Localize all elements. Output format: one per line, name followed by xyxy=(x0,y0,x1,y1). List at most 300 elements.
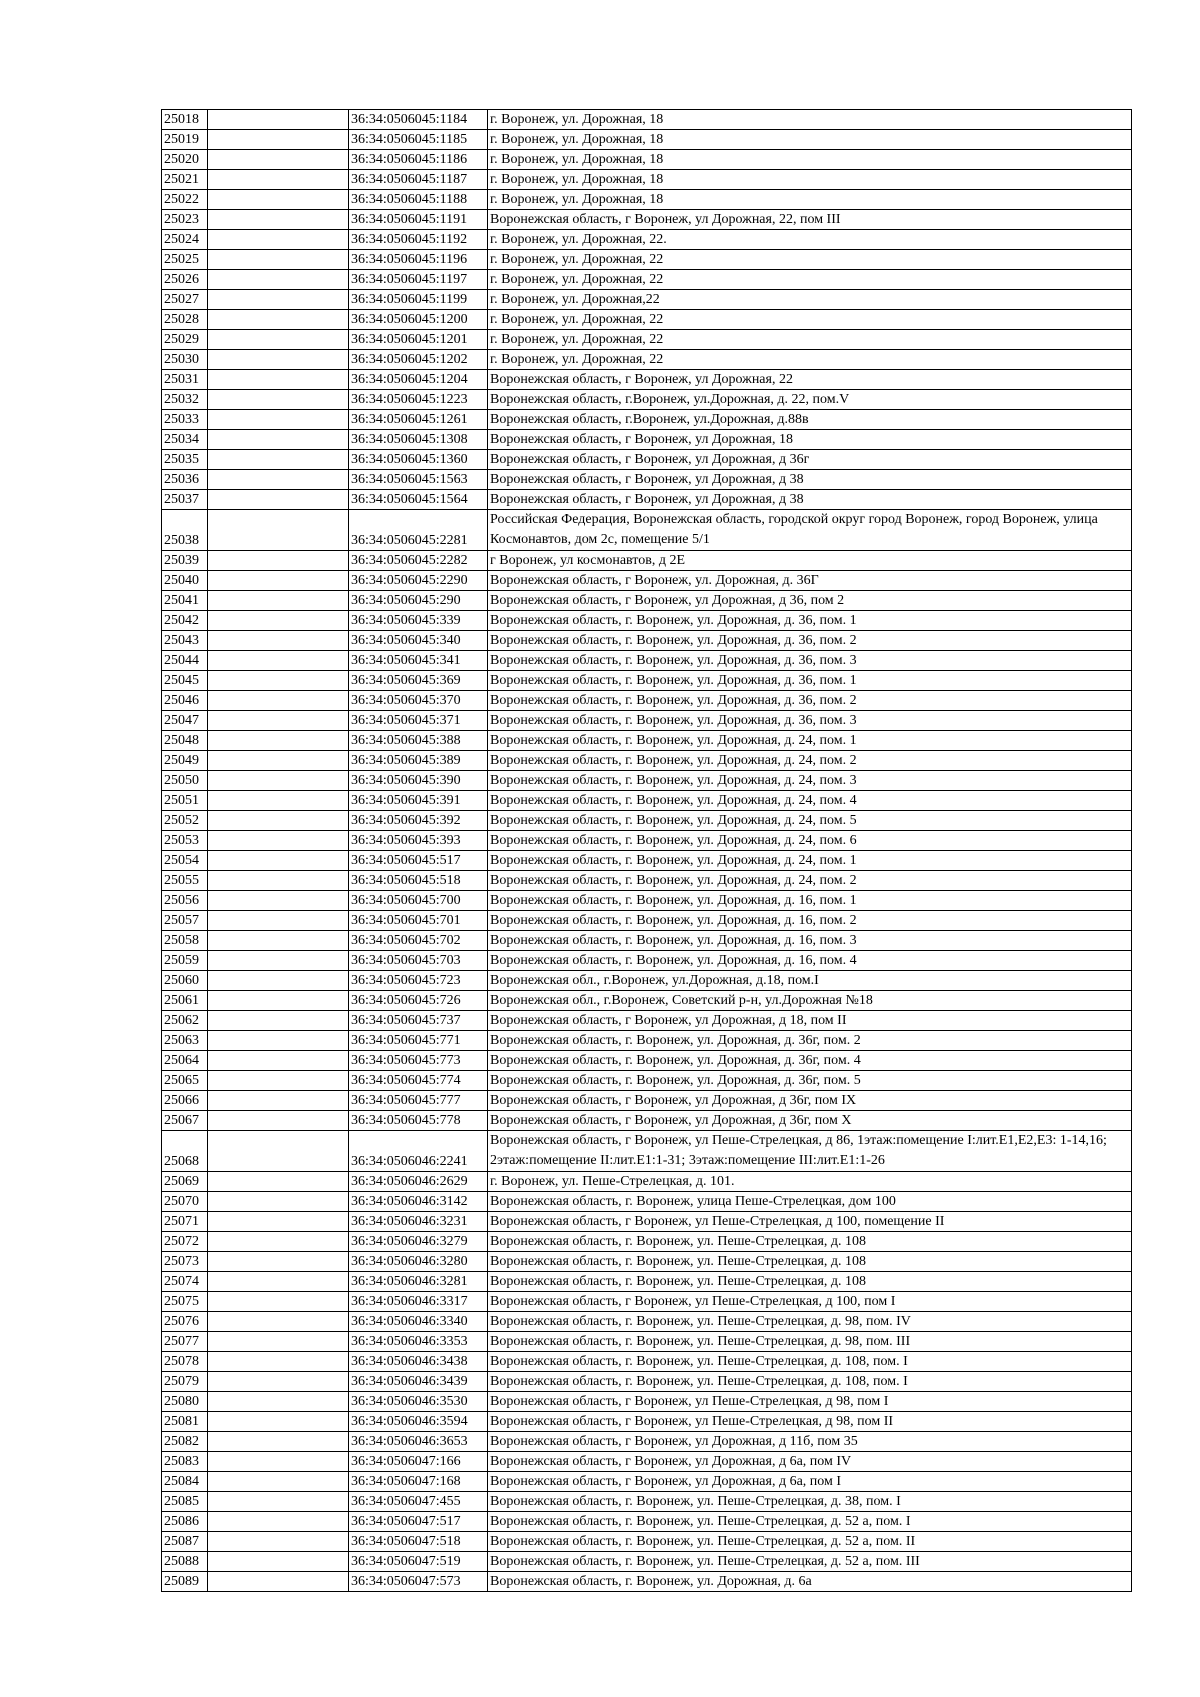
empty-cell xyxy=(208,270,349,290)
row-number-cell: 25071 xyxy=(162,1212,208,1232)
row-number-cell: 25022 xyxy=(162,190,208,210)
cadastral-register-table xyxy=(161,109,1132,1592)
empty-cell xyxy=(208,611,349,631)
address-cell: Воронежская область, г. Воронеж, ул. Дорожная, д. 16, пом. 1 xyxy=(488,891,1132,911)
table-row xyxy=(162,951,1132,971)
table-row xyxy=(162,130,1132,150)
address-cell: Воронежская область, г. Воронеж, ул. Пеше-Стрелецкая, д. 52 а, пом. II xyxy=(488,1532,1132,1552)
empty-cell xyxy=(208,831,349,851)
empty-cell xyxy=(208,1532,349,1552)
cadastral-number-cell: 36:34:0506045:371 xyxy=(349,711,488,731)
address-cell: Воронежская область, г. Воронеж, ул. Дорожная, д. 24, пом. 2 xyxy=(488,871,1132,891)
cadastral-number-cell: 36:34:0506045:517 xyxy=(349,851,488,871)
row-number-cell: 25065 xyxy=(162,1071,208,1091)
empty-cell xyxy=(208,310,349,330)
empty-cell xyxy=(208,190,349,210)
cadastral-number-cell: 36:34:0506045:1192 xyxy=(349,230,488,250)
cadastral-number-cell: 36:34:0506045:1197 xyxy=(349,270,488,290)
table-row xyxy=(162,110,1132,130)
empty-cell xyxy=(208,1572,349,1592)
empty-cell xyxy=(208,250,349,270)
cadastral-number-cell: 36:34:0506045:1191 xyxy=(349,210,488,230)
cadastral-number-cell: 36:34:0506045:390 xyxy=(349,771,488,791)
empty-cell xyxy=(208,290,349,310)
address-cell: Воронежская область, г. Воронеж, ул. Дорожная, д. 36, пом. 1 xyxy=(488,611,1132,631)
empty-cell xyxy=(208,1172,349,1192)
empty-cell xyxy=(208,170,349,190)
row-number-cell: 25086 xyxy=(162,1512,208,1532)
cadastral-number-cell: 36:34:0506045:1360 xyxy=(349,450,488,470)
address-cell: Воронежская область, г Воронеж, ул Дорожная, д 6а, пом I xyxy=(488,1472,1132,1492)
empty-cell xyxy=(208,350,349,370)
row-number-cell: 25088 xyxy=(162,1552,208,1572)
address-cell: Воронежская область, г Воронеж, ул Пеше-Стрелецкая, д 98, пом II xyxy=(488,1412,1132,1432)
address-cell: Воронежская область, г. Воронеж, ул. Дорожная, д. 16, пом. 3 xyxy=(488,931,1132,951)
address-cell: Воронежская область, г. Воронеж, ул. Пеше-Стрелецкая, д. 108, пом. I xyxy=(488,1372,1132,1392)
empty-cell xyxy=(208,571,349,591)
address-cell: Воронежская область, г. Воронеж, ул. Дорожная, д. 36г, пом. 4 xyxy=(488,1051,1132,1071)
cadastral-number-cell: 36:34:0506045:1196 xyxy=(349,250,488,270)
row-number-cell: 25037 xyxy=(162,490,208,510)
empty-cell xyxy=(208,1292,349,1312)
address-cell: Воронежская область, г Воронеж, ул Дорожная, д 36, пом 2 xyxy=(488,591,1132,611)
row-number-cell: 25062 xyxy=(162,1011,208,1031)
cadastral-number-cell: 36:34:0506047:517 xyxy=(349,1512,488,1532)
address-cell: г. Воронеж, ул. Дорожная, 18 xyxy=(488,110,1132,130)
empty-cell xyxy=(208,1352,349,1372)
cadastral-number-cell: 36:34:0506046:3439 xyxy=(349,1372,488,1392)
cadastral-number-cell: 36:34:0506046:3653 xyxy=(349,1432,488,1452)
table-row xyxy=(162,1492,1132,1512)
row-number-cell: 25084 xyxy=(162,1472,208,1492)
table-row xyxy=(162,1192,1132,1212)
table-row xyxy=(162,150,1132,170)
address-cell: Воронежская область, г. Воронеж, ул. Пеше-Стрелецкая, д. 108 xyxy=(488,1272,1132,1292)
row-number-cell: 25025 xyxy=(162,250,208,270)
table-row xyxy=(162,1312,1132,1332)
empty-cell xyxy=(208,1212,349,1232)
empty-cell xyxy=(208,390,349,410)
empty-cell xyxy=(208,1111,349,1131)
empty-cell xyxy=(208,1011,349,1031)
cadastral-number-cell: 36:34:0506045:1223 xyxy=(349,390,488,410)
address-cell: г. Воронеж, ул. Дорожная, 18 xyxy=(488,170,1132,190)
row-number-cell: 25051 xyxy=(162,791,208,811)
address-cell: Воронежская область, г Воронеж, ул Дорожная, 18 xyxy=(488,430,1132,450)
empty-cell xyxy=(208,1192,349,1212)
address-cell: Воронежская область, г. Воронеж, ул. Дорожная, д. 16, пом. 2 xyxy=(488,911,1132,931)
address-cell: Воронежская область, г Воронеж, ул. Дорожная, д. 36Г xyxy=(488,571,1132,591)
address-cell: Воронежская область, г. Воронеж, ул. Пеше-Стрелецкая, д. 98, пом. IV xyxy=(488,1312,1132,1332)
table-row xyxy=(162,551,1132,571)
row-number-cell: 25035 xyxy=(162,450,208,470)
row-number-cell: 25066 xyxy=(162,1091,208,1111)
cadastral-number-cell: 36:34:0506046:3280 xyxy=(349,1252,488,1272)
address-cell: Воронежская область, г. Воронеж, ул. Дорожная, д. 36, пом. 2 xyxy=(488,691,1132,711)
empty-cell xyxy=(208,1091,349,1111)
address-cell: Воронежская область, г. Воронеж, ул. Пеше-Стрелецкая, д. 108 xyxy=(488,1232,1132,1252)
empty-cell xyxy=(208,791,349,811)
address-cell: Воронежская область, г. Воронеж, ул. Пеше-Стрелецкая, д. 52 а, пом. I xyxy=(488,1512,1132,1532)
table-row xyxy=(162,170,1132,190)
cadastral-number-cell: 36:34:0506046:3279 xyxy=(349,1232,488,1252)
row-number-cell: 25054 xyxy=(162,851,208,871)
cadastral-number-cell: 36:34:0506045:1185 xyxy=(349,130,488,150)
table-row xyxy=(162,1352,1132,1372)
table-row xyxy=(162,450,1132,470)
empty-cell xyxy=(208,871,349,891)
table-row xyxy=(162,1472,1132,1492)
cadastral-number-cell: 36:34:0506047:519 xyxy=(349,1552,488,1572)
address-cell: Воронежская область, г. Воронеж, ул. Дорожная, д. 24, пом. 1 xyxy=(488,731,1132,751)
cadastral-number-cell: 36:34:0506045:1202 xyxy=(349,350,488,370)
cadastral-number-cell: 36:34:0506045:518 xyxy=(349,871,488,891)
table-body xyxy=(162,110,1132,1592)
row-number-cell: 25031 xyxy=(162,370,208,390)
empty-cell xyxy=(208,1272,349,1292)
address-cell: г. Воронеж, ул. Дорожная, 22 xyxy=(488,270,1132,290)
cadastral-number-cell: 36:34:0506045:340 xyxy=(349,631,488,651)
table-row xyxy=(162,1432,1132,1452)
table-row xyxy=(162,1051,1132,1071)
cadastral-number-cell: 36:34:0506046:3530 xyxy=(349,1392,488,1412)
address-cell: Воронежская область, г. Воронеж, ул. Дорожная, д. 36г, пом. 5 xyxy=(488,1071,1132,1091)
empty-cell xyxy=(208,1392,349,1412)
address-cell: Воронежская область, г. Воронеж, ул. Дорожная, д. 24, пом. 5 xyxy=(488,811,1132,831)
table-row xyxy=(162,611,1132,631)
cadastral-number-cell: 36:34:0506045:1201 xyxy=(349,330,488,350)
cadastral-number-cell: 36:34:0506045:774 xyxy=(349,1071,488,1091)
row-number-cell: 25075 xyxy=(162,1292,208,1312)
cadastral-number-cell: 36:34:0506045:773 xyxy=(349,1051,488,1071)
table-row xyxy=(162,430,1132,450)
address-cell: Воронежская область, г. Воронеж, улица Пеше-Стрелецкая, дом 100 xyxy=(488,1192,1132,1212)
address-cell: Воронежская область, г Воронеж, ул Пеше-Стрелецкая, д 98, пом I xyxy=(488,1392,1132,1412)
cadastral-number-cell: 36:34:0506045:700 xyxy=(349,891,488,911)
table-row xyxy=(162,1512,1132,1532)
table-row xyxy=(162,891,1132,911)
table-row xyxy=(162,210,1132,230)
row-number-cell: 25055 xyxy=(162,871,208,891)
row-number-cell: 25068 xyxy=(162,1131,208,1172)
cadastral-number-cell: 36:34:0506047:518 xyxy=(349,1532,488,1552)
cadastral-number-cell: 36:34:0506045:341 xyxy=(349,651,488,671)
table-row xyxy=(162,390,1132,410)
empty-cell xyxy=(208,430,349,450)
empty-cell xyxy=(208,651,349,671)
empty-cell xyxy=(208,370,349,390)
cadastral-number-cell: 36:34:0506045:703 xyxy=(349,951,488,971)
row-number-cell: 25023 xyxy=(162,210,208,230)
row-number-cell: 25056 xyxy=(162,891,208,911)
table-row xyxy=(162,290,1132,310)
empty-cell xyxy=(208,631,349,651)
empty-cell xyxy=(208,410,349,430)
empty-cell xyxy=(208,1031,349,1051)
cadastral-number-cell: 36:34:0506045:771 xyxy=(349,1031,488,1051)
row-number-cell: 25069 xyxy=(162,1172,208,1192)
row-number-cell: 25070 xyxy=(162,1192,208,1212)
empty-cell xyxy=(208,931,349,951)
address-cell: Воронежская обл., г.Воронеж, Советский р-н, ул.Дорожная №18 xyxy=(488,991,1132,1011)
cadastral-number-cell: 36:34:0506046:3281 xyxy=(349,1272,488,1292)
cadastral-number-cell: 36:34:0506045:1187 xyxy=(349,170,488,190)
cadastral-number-cell: 36:34:0506047:166 xyxy=(349,1452,488,1472)
empty-cell xyxy=(208,751,349,771)
empty-cell xyxy=(208,1512,349,1532)
table-row xyxy=(162,1172,1132,1192)
table-row xyxy=(162,1572,1132,1592)
row-number-cell: 25038 xyxy=(162,510,208,551)
empty-cell xyxy=(208,851,349,871)
address-cell: Воронежская область, г. Воронеж, ул. Дорожная, д. 24, пом. 1 xyxy=(488,851,1132,871)
address-cell: г. Воронеж, ул. Дорожная, 22 xyxy=(488,330,1132,350)
row-number-cell: 25052 xyxy=(162,811,208,831)
cadastral-number-cell: 36:34:0506047:455 xyxy=(349,1492,488,1512)
row-number-cell: 25073 xyxy=(162,1252,208,1272)
table-row xyxy=(162,230,1132,250)
empty-cell xyxy=(208,1472,349,1492)
address-cell: г Воронеж, ул космонавтов, д 2Е xyxy=(488,551,1132,571)
cadastral-number-cell: 36:34:0506045:723 xyxy=(349,971,488,991)
table-row xyxy=(162,1111,1132,1131)
cadastral-number-cell: 36:34:0506045:1563 xyxy=(349,470,488,490)
empty-cell xyxy=(208,1552,349,1572)
empty-cell xyxy=(208,130,349,150)
address-cell: Воронежская область, г. Воронеж, ул. Дорожная, д. 36, пом. 3 xyxy=(488,651,1132,671)
empty-cell xyxy=(208,811,349,831)
table-row xyxy=(162,370,1132,390)
table-row xyxy=(162,350,1132,370)
address-cell: Российская Федерация, Воронежская область, городской округ город Воронеж, город Воронеж, улица Космонавтов, дом 2с, помещение 5/1 xyxy=(488,510,1132,551)
address-cell: г. Воронеж, ул. Дорожная, 22 xyxy=(488,310,1132,330)
table-row xyxy=(162,310,1132,330)
address-cell: г. Воронеж, ул. Дорожная, 18 xyxy=(488,190,1132,210)
table-row xyxy=(162,510,1132,551)
empty-cell xyxy=(208,470,349,490)
table-row xyxy=(162,931,1132,951)
address-cell: Воронежская область, г Воронеж, ул Дорожная, д 36г, пом X xyxy=(488,1111,1132,1131)
table-row xyxy=(162,1091,1132,1111)
address-cell: Воронежская область, г Воронеж, ул Дорожная, д 38 xyxy=(488,470,1132,490)
table-row xyxy=(162,1252,1132,1272)
table-row xyxy=(162,791,1132,811)
row-number-cell: 25019 xyxy=(162,130,208,150)
address-cell: г. Воронеж, ул. Дорожная, 22 xyxy=(488,250,1132,270)
row-number-cell: 25021 xyxy=(162,170,208,190)
row-number-cell: 25085 xyxy=(162,1492,208,1512)
empty-cell xyxy=(208,210,349,230)
table-row xyxy=(162,811,1132,831)
address-cell: Воронежская область, г. Воронеж, ул. Дорожная, д. 24, пом. 4 xyxy=(488,791,1132,811)
table-row xyxy=(162,991,1132,1011)
empty-cell xyxy=(208,1432,349,1452)
address-cell: Воронежская область, г Воронеж, ул Дорожная, д 36г, пом IX xyxy=(488,1091,1132,1111)
row-number-cell: 25041 xyxy=(162,591,208,611)
cadastral-number-cell: 36:34:0506046:3231 xyxy=(349,1212,488,1232)
empty-cell xyxy=(208,1232,349,1252)
row-number-cell: 25047 xyxy=(162,711,208,731)
table-row xyxy=(162,1232,1132,1252)
table-row xyxy=(162,971,1132,991)
row-number-cell: 25040 xyxy=(162,571,208,591)
address-cell: Воронежская область, г. Воронеж, ул. Дорожная, д. 24, пом. 6 xyxy=(488,831,1132,851)
address-cell: Воронежская область, г. Воронеж, ул. Дорожная, д. 16, пом. 4 xyxy=(488,951,1132,971)
cadastral-number-cell: 36:34:0506045:778 xyxy=(349,1111,488,1131)
address-cell: Воронежская область, г Воронеж, ул Дорожная, д 38 xyxy=(488,490,1132,510)
cadastral-number-cell: 36:34:0506045:1200 xyxy=(349,310,488,330)
empty-cell xyxy=(208,691,349,711)
empty-cell xyxy=(208,1412,349,1432)
table-row xyxy=(162,911,1132,931)
address-cell: Воронежская область, г. Воронеж, ул. Пеше-Стрелецкая, д. 108 xyxy=(488,1252,1132,1272)
cadastral-number-cell: 36:34:0506046:3317 xyxy=(349,1292,488,1312)
row-number-cell: 25059 xyxy=(162,951,208,971)
row-number-cell: 25074 xyxy=(162,1272,208,1292)
address-cell: Воронежская область, г.Воронеж, ул.Дорожная, д. 22, пом.V xyxy=(488,390,1132,410)
table-row xyxy=(162,1212,1132,1232)
row-number-cell: 25060 xyxy=(162,971,208,991)
cadastral-number-cell: 36:34:0506045:1184 xyxy=(349,110,488,130)
address-cell: г. Воронеж, ул. Дорожная, 18 xyxy=(488,130,1132,150)
cadastral-number-cell: 36:34:0506046:2629 xyxy=(349,1172,488,1192)
row-number-cell: 25036 xyxy=(162,470,208,490)
address-cell: Воронежская область, г Воронеж, ул Пеше-Стрелецкая, д 100, пом I xyxy=(488,1292,1132,1312)
row-number-cell: 25043 xyxy=(162,631,208,651)
table-row xyxy=(162,470,1132,490)
table-row xyxy=(162,1452,1132,1472)
table-row xyxy=(162,250,1132,270)
empty-cell xyxy=(208,230,349,250)
table-row xyxy=(162,571,1132,591)
row-number-cell: 25030 xyxy=(162,350,208,370)
cadastral-number-cell: 36:34:0506045:777 xyxy=(349,1091,488,1111)
address-cell: Воронежская область, г. Воронеж, ул. Дорожная, д. 24, пом. 2 xyxy=(488,751,1132,771)
row-number-cell: 25078 xyxy=(162,1352,208,1372)
cadastral-number-cell: 36:34:0506045:737 xyxy=(349,1011,488,1031)
empty-cell xyxy=(208,711,349,731)
address-cell: Воронежская область, г. Воронеж, ул. Пеше-Стрелецкая, д. 98, пом. III xyxy=(488,1332,1132,1352)
cadastral-number-cell: 36:34:0506045:1186 xyxy=(349,150,488,170)
address-cell: Воронежская область, г. Воронеж, ул. Дорожная, д. 36, пом. 2 xyxy=(488,631,1132,651)
table-row xyxy=(162,1552,1132,1572)
empty-cell xyxy=(208,1332,349,1352)
row-number-cell: 25026 xyxy=(162,270,208,290)
address-cell: г. Воронеж, ул. Дорожная, 22 xyxy=(488,350,1132,370)
table-row xyxy=(162,731,1132,751)
table-row xyxy=(162,190,1132,210)
row-number-cell: 25028 xyxy=(162,310,208,330)
empty-cell xyxy=(208,551,349,571)
table-row xyxy=(162,591,1132,611)
address-cell: Воронежская область, г Воронеж, ул Дорожная, д 6а, пом IV xyxy=(488,1452,1132,1472)
row-number-cell: 25044 xyxy=(162,651,208,671)
table-row xyxy=(162,270,1132,290)
table-row xyxy=(162,1272,1132,1292)
table-row xyxy=(162,771,1132,791)
row-number-cell: 25045 xyxy=(162,671,208,691)
empty-cell xyxy=(208,1131,349,1172)
cadastral-number-cell: 36:34:0506045:702 xyxy=(349,931,488,951)
empty-cell xyxy=(208,150,349,170)
empty-cell xyxy=(208,1372,349,1392)
cadastral-number-cell: 36:34:0506045:1204 xyxy=(349,370,488,390)
empty-cell xyxy=(208,971,349,991)
cadastral-number-cell: 36:34:0506046:3142 xyxy=(349,1192,488,1212)
cadastral-number-cell: 36:34:0506045:2281 xyxy=(349,510,488,551)
table-row xyxy=(162,831,1132,851)
row-number-cell: 25032 xyxy=(162,390,208,410)
cadastral-number-cell: 36:34:0506045:1261 xyxy=(349,410,488,430)
address-cell: Воронежская область, г. Воронеж, ул. Пеше-Стрелецкая, д. 38, пом. I xyxy=(488,1492,1132,1512)
table-row xyxy=(162,330,1132,350)
address-cell: Воронежская область, г. Воронеж, ул. Дорожная, д. 36г, пом. 2 xyxy=(488,1031,1132,1051)
cadastral-number-cell: 36:34:0506047:573 xyxy=(349,1572,488,1592)
empty-cell xyxy=(208,771,349,791)
cadastral-number-cell: 36:34:0506045:1199 xyxy=(349,290,488,310)
table-row xyxy=(162,1292,1132,1312)
row-number-cell: 25033 xyxy=(162,410,208,430)
row-number-cell: 25079 xyxy=(162,1372,208,1392)
table-row xyxy=(162,1392,1132,1412)
cadastral-number-cell: 36:34:0506045:290 xyxy=(349,591,488,611)
cadastral-number-cell: 36:34:0506045:2282 xyxy=(349,551,488,571)
row-number-cell: 25034 xyxy=(162,430,208,450)
row-number-cell: 25089 xyxy=(162,1572,208,1592)
table-row xyxy=(162,1031,1132,1051)
row-number-cell: 25082 xyxy=(162,1432,208,1452)
cadastral-number-cell: 36:34:0506047:168 xyxy=(349,1472,488,1492)
address-cell: Воронежская область, г. Воронеж, ул. Дорожная, д. 36, пом. 3 xyxy=(488,711,1132,731)
empty-cell xyxy=(208,1252,349,1272)
row-number-cell: 25061 xyxy=(162,991,208,1011)
cadastral-number-cell: 36:34:0506045:2290 xyxy=(349,571,488,591)
cadastral-number-cell: 36:34:0506046:3353 xyxy=(349,1332,488,1352)
empty-cell xyxy=(208,490,349,510)
table-row xyxy=(162,1131,1132,1172)
table-row xyxy=(162,691,1132,711)
row-number-cell: 25058 xyxy=(162,931,208,951)
table-row xyxy=(162,1532,1132,1552)
empty-cell xyxy=(208,1492,349,1512)
row-number-cell: 25087 xyxy=(162,1532,208,1552)
table-row xyxy=(162,1332,1132,1352)
address-cell: Воронежская область, г Воронеж, ул Дорожная, д 18, пом II xyxy=(488,1011,1132,1031)
table-row xyxy=(162,1372,1132,1392)
row-number-cell: 25024 xyxy=(162,230,208,250)
address-cell: Воронежская область, г. Воронеж, ул. Дорожная, д. 36, пом. 1 xyxy=(488,671,1132,691)
address-cell: Воронежская область, г. Воронеж, ул. Пеше-Стрелецкая, д. 52 а, пом. III xyxy=(488,1552,1132,1572)
cadastral-number-cell: 36:34:0506046:3340 xyxy=(349,1312,488,1332)
empty-cell xyxy=(208,951,349,971)
cadastral-number-cell: 36:34:0506046:2241 xyxy=(349,1131,488,1172)
cadastral-number-cell: 36:34:0506045:1308 xyxy=(349,430,488,450)
row-number-cell: 25057 xyxy=(162,911,208,931)
empty-cell xyxy=(208,991,349,1011)
address-cell: Воронежская область, г Воронеж, ул Дорожная, д 11б, пом 35 xyxy=(488,1432,1132,1452)
row-number-cell: 25083 xyxy=(162,1452,208,1472)
table-row xyxy=(162,1071,1132,1091)
table-row xyxy=(162,711,1132,731)
empty-cell xyxy=(208,911,349,931)
empty-cell xyxy=(208,110,349,130)
row-number-cell: 25049 xyxy=(162,751,208,771)
table-row xyxy=(162,631,1132,651)
cadastral-number-cell: 36:34:0506045:391 xyxy=(349,791,488,811)
cadastral-number-cell: 36:34:0506045:339 xyxy=(349,611,488,631)
address-cell: Воронежская область, г Воронеж, ул Дорожная, д 36г xyxy=(488,450,1132,470)
empty-cell xyxy=(208,731,349,751)
